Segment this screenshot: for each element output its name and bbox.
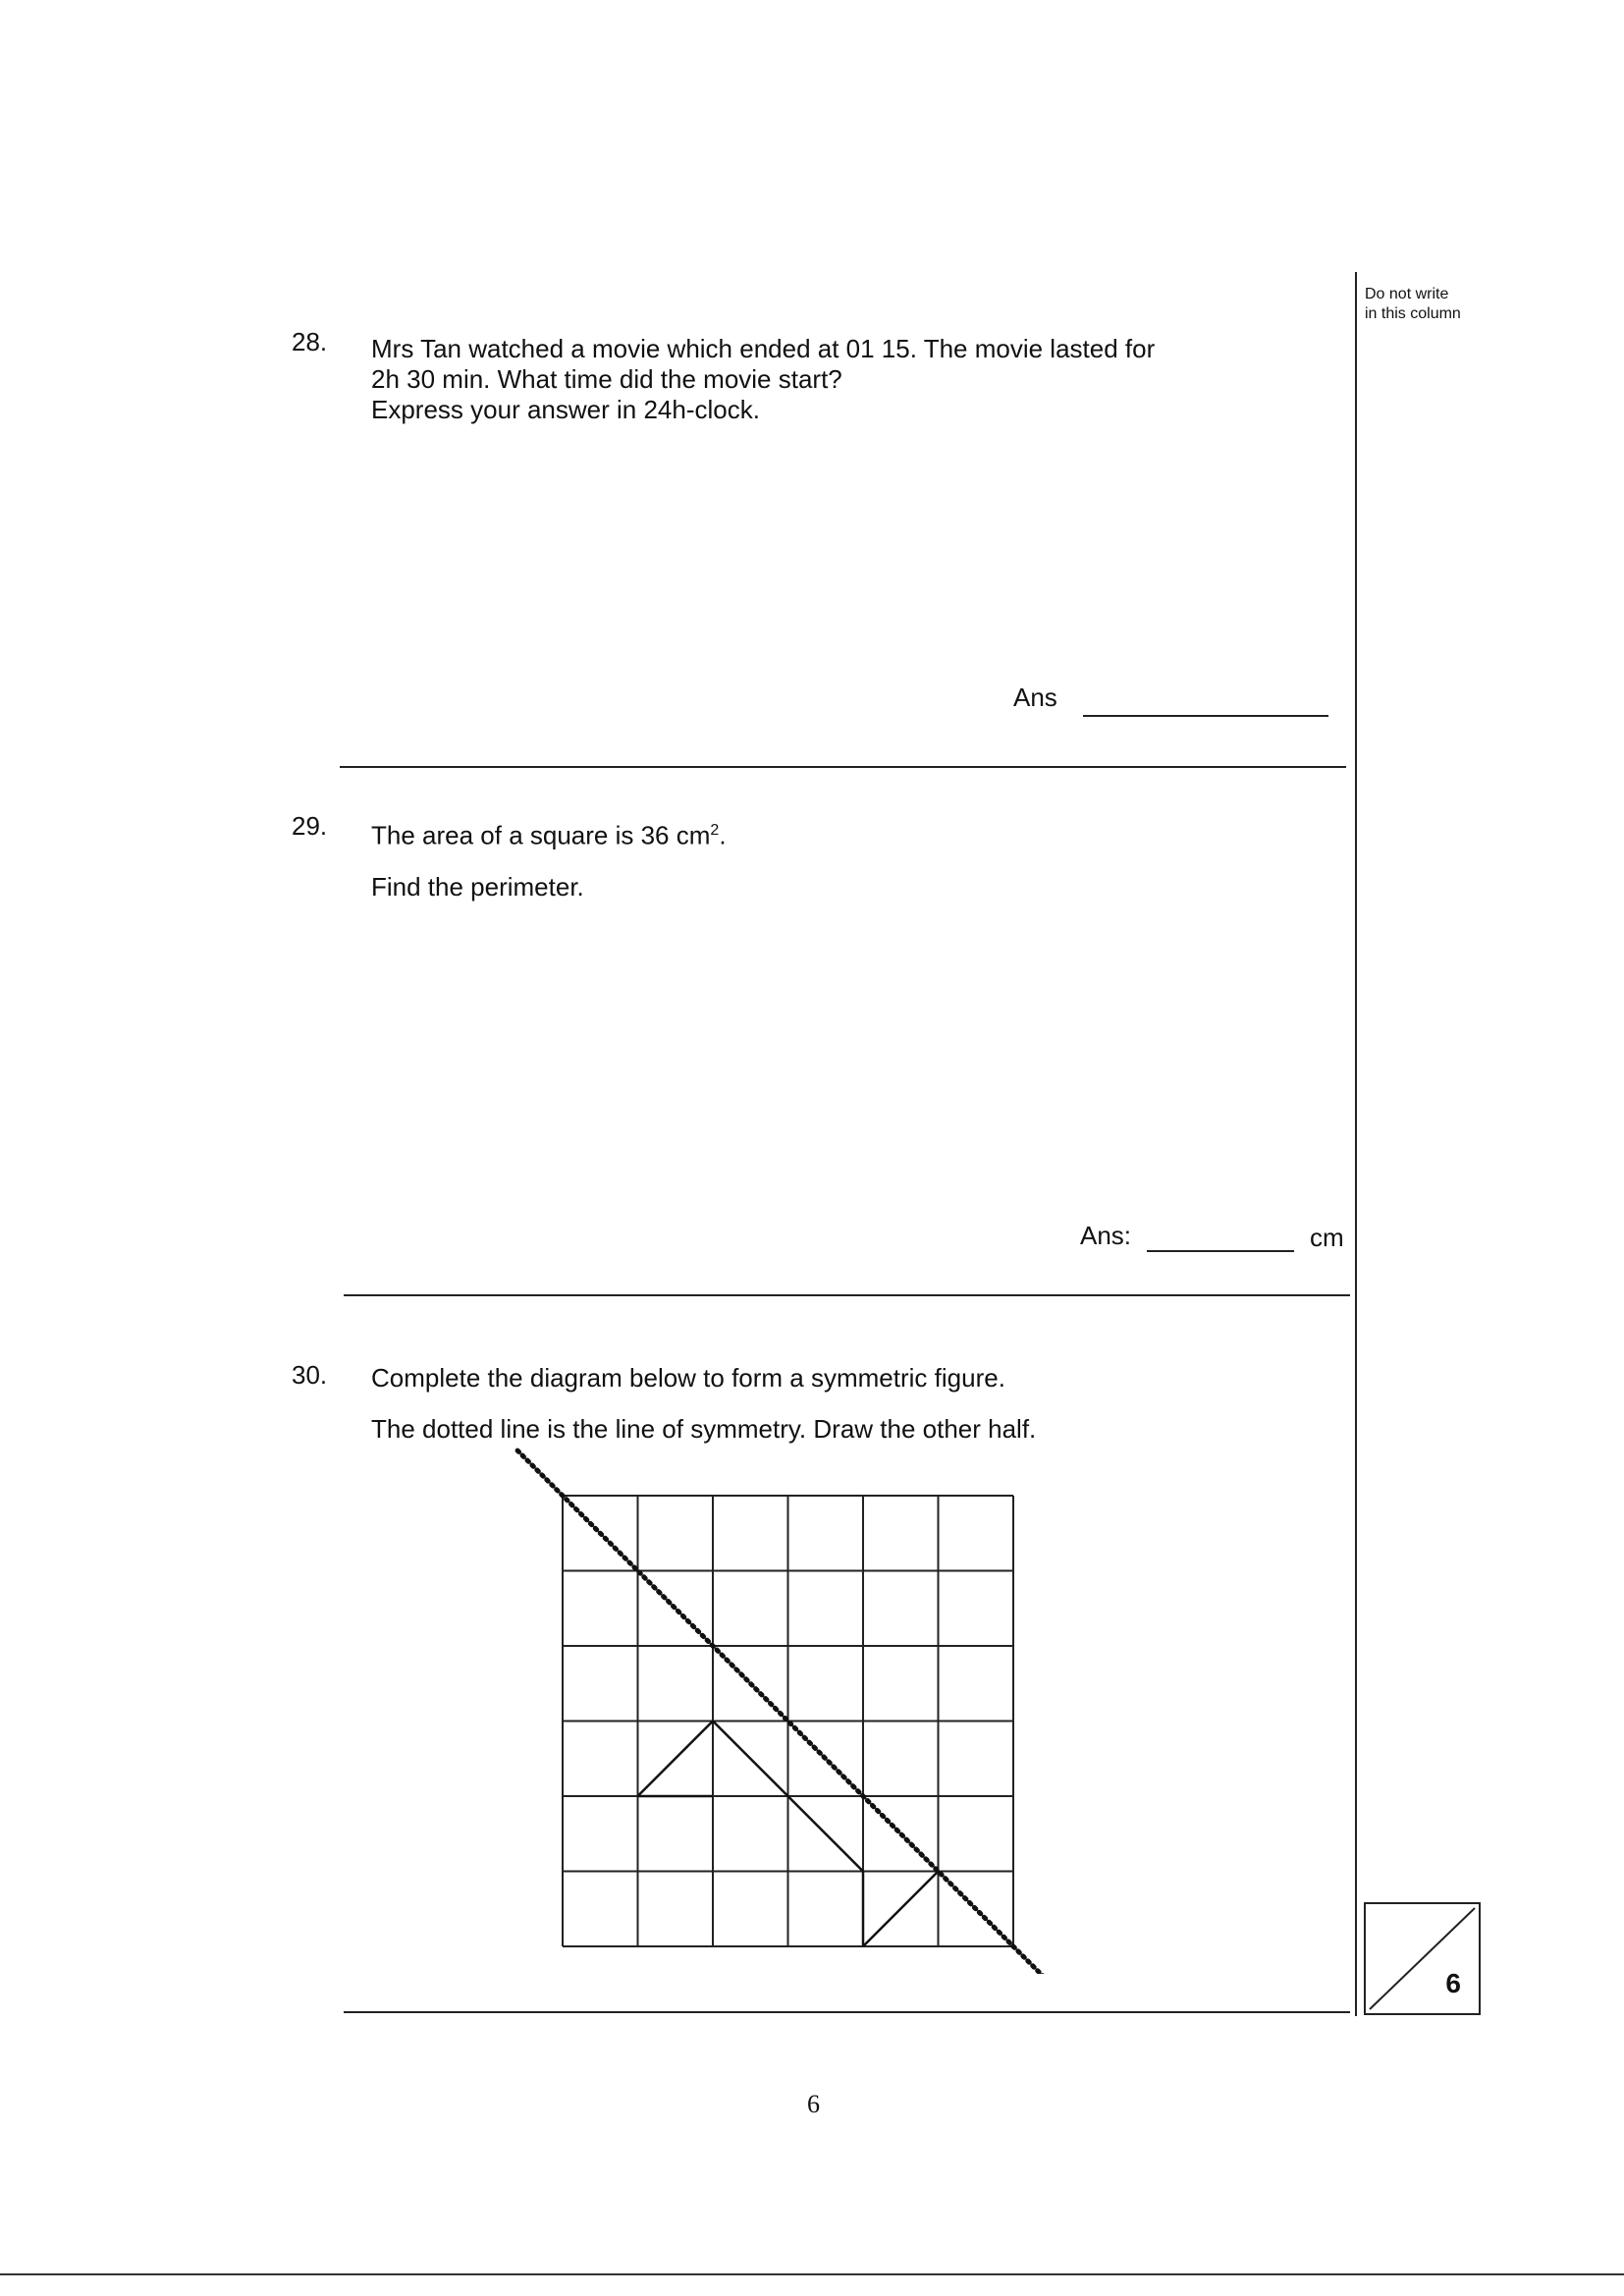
question-28-text	[371, 334, 1333, 425]
question-28-answer-blank[interactable]	[1083, 715, 1328, 717]
question-29-answer-unit: cm	[1310, 1223, 1344, 1252]
margin-column-rule	[1355, 272, 1357, 2016]
question-30-separator	[344, 2011, 1350, 2013]
question-29-exponent: 2	[710, 822, 720, 839]
question-30-line-1: Complete the diagram below to form a symmetric figure.	[371, 1363, 1005, 1393]
question-29-number: 29.	[292, 811, 328, 841]
symmetry-grid-diagram[interactable]	[491, 1424, 1100, 1974]
question-30-line-2: The dotted line is the line of symmetry. Draw the other half.	[371, 1414, 1037, 1444]
question-28-line-3: Express your answer in 24h-clock.	[371, 395, 760, 424]
question-28-answer-label: Ans	[1013, 683, 1057, 712]
question-29-answer-blank[interactable]	[1147, 1250, 1294, 1252]
question-29-line-1-end: .	[719, 820, 727, 850]
page-number: 6	[807, 2090, 820, 2118]
page-edge-line	[0, 2273, 1624, 2275]
question-29-answer-label: Ans:	[1080, 1221, 1132, 1250]
question-28-number: 28.	[292, 327, 328, 356]
margin-note-line-1: Do not write	[1365, 286, 1449, 302]
question-28-separator	[340, 766, 1346, 768]
margin-note	[1365, 285, 1461, 324]
question-29-line-1	[371, 815, 1333, 851]
question-29-text	[371, 815, 1333, 902]
score-box-total: 6	[1445, 1968, 1461, 1998]
score-box	[1364, 1902, 1481, 2015]
question-28-line-1: Mrs Tan watched a movie which ended at 01 15. The movie lasted for	[371, 334, 1156, 363]
margin-note-line-2: in this column	[1365, 305, 1461, 322]
figure-segment	[638, 1722, 714, 1797]
score-box-diagonal	[1366, 1904, 1479, 2013]
question-30-number: 30.	[292, 1360, 328, 1390]
question-29-line-1-text: The area of a square is 36 cm	[371, 820, 711, 850]
question-29-separator	[344, 1294, 1350, 1296]
question-28-line-2: 2h 30 min. What time did the movie start?	[371, 364, 842, 394]
figure-segment	[863, 1872, 939, 1947]
question-29-line-2: Find the perimeter.	[371, 871, 584, 902]
